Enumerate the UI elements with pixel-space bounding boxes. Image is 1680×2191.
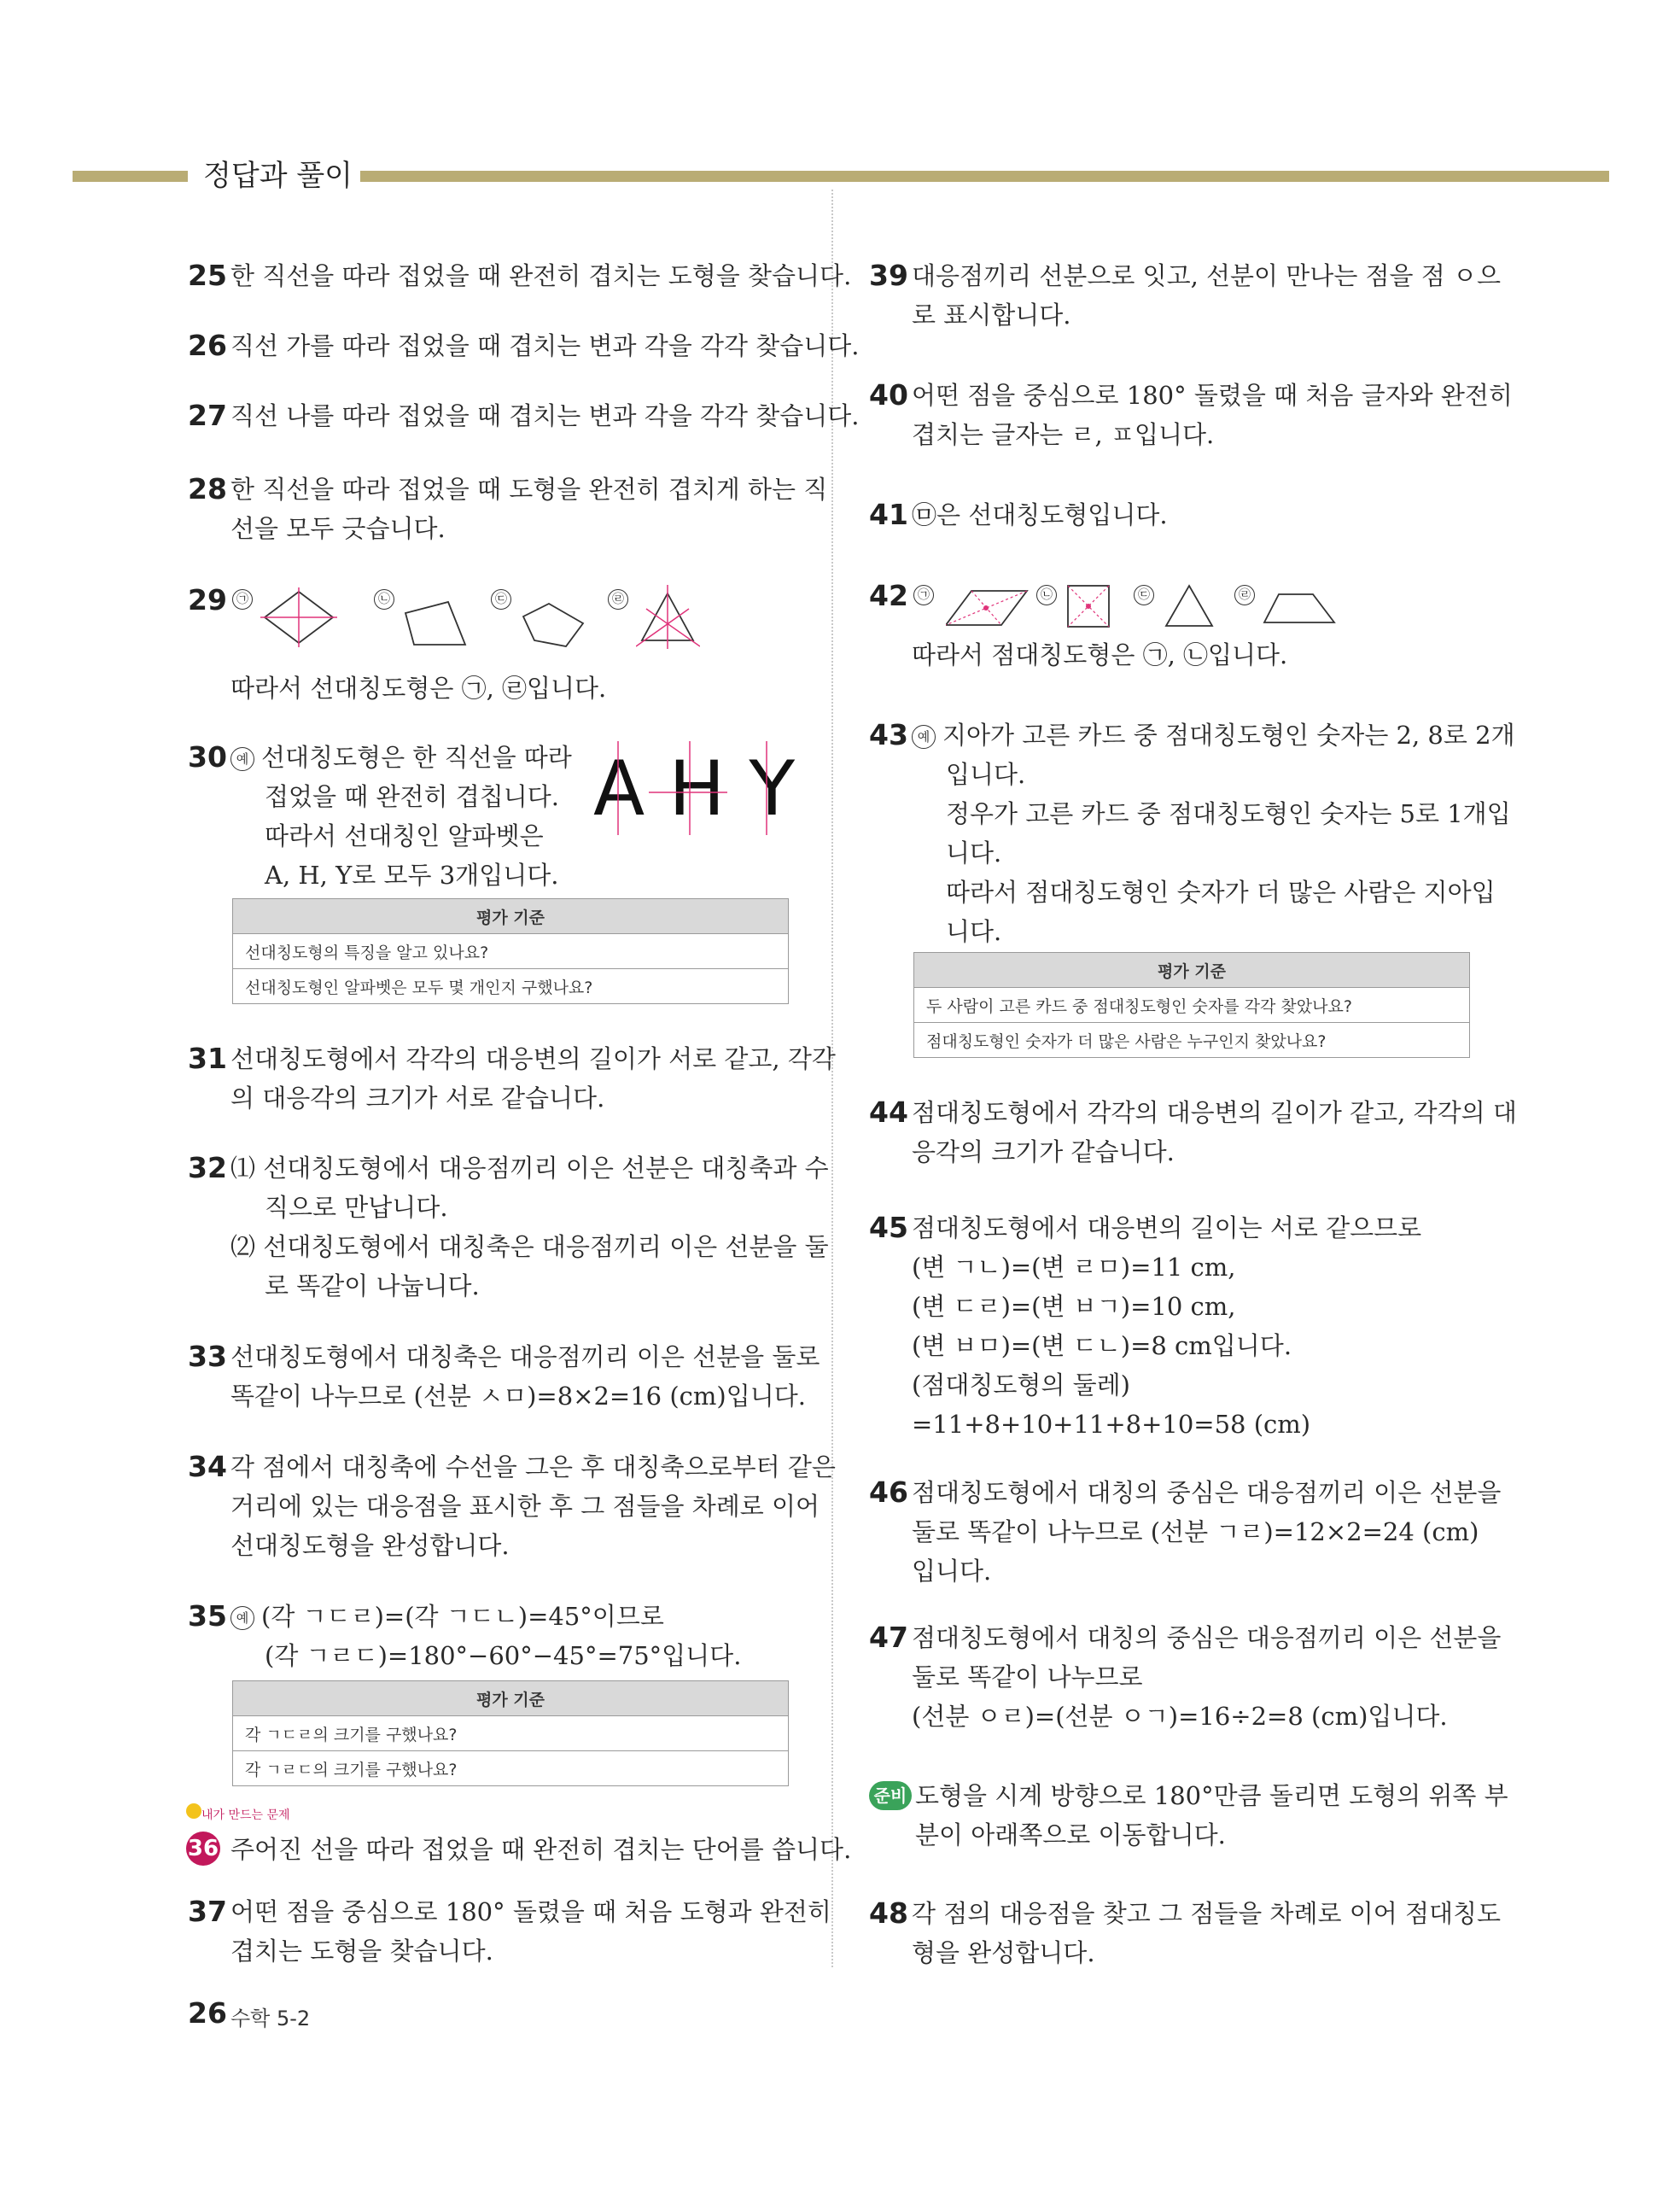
question-number: 26 <box>188 329 227 362</box>
answer-line: 둘로 똑같이 나누므로 <box>912 1662 1143 1691</box>
answer-line: 입니다. <box>912 1557 992 1586</box>
question-number: 40 <box>869 378 908 412</box>
answer-line: ⑵ 선대칭도형에서 대칭축은 대응점끼리 이은 선분을 둘 <box>230 1232 829 1261</box>
quadrilateral-figure <box>401 598 470 649</box>
question-number: 46 <box>869 1475 908 1509</box>
answer-line: 둘로 똑같이 나누므로 (선분 ㄱㄹ)=12×2=24 (cm) <box>912 1517 1479 1546</box>
question-number: 44 <box>869 1096 908 1129</box>
answer-line: 도형을 시계 방향으로 180°만큼 돌리면 도형의 위쪽 부 <box>915 1781 1508 1810</box>
answer-line: 주어진 선을 따라 접었을 때 완전히 겹치는 단어를 씁니다. <box>230 1835 852 1864</box>
answer-line: (변 ㄷㄹ)=(변 ㅂㄱ)=10 cm, <box>912 1292 1236 1321</box>
answer-line: 정우가 고른 카드 중 점대칭도형인 숫자는 5로 1개입 <box>946 799 1511 828</box>
answer-line: 선을 모두 긋습니다. <box>230 514 446 543</box>
figure-label: ㉣ <box>1234 585 1255 605</box>
pentagon-figure <box>519 599 592 651</box>
figure-label: ㉡ <box>1036 585 1057 605</box>
answer-line: 점대칭도형에서 대칭의 중심은 대응점끼리 이은 선분을 <box>912 1623 1502 1652</box>
criteria-header: 평가 기준 <box>233 1681 789 1716</box>
answer-line: 입니다. <box>946 760 1026 789</box>
question-number: 34 <box>188 1450 227 1483</box>
answer-line: 따라서 점대칭도형은 ㉠, ㉡입니다. <box>912 640 1288 669</box>
criteria-row: 점대칭도형인 숫자가 더 많은 사람은 누구인지 찾았나요? <box>914 1023 1470 1058</box>
answer-line: 점대칭도형에서 대응변의 길이는 서로 같으므로 <box>912 1213 1422 1242</box>
question-number: 47 <box>869 1621 908 1654</box>
question-number: 48 <box>869 1896 908 1930</box>
example-mark: 예 <box>912 725 936 749</box>
answer-line: 따라서 선대칭인 알파벳은 <box>265 821 544 850</box>
symmetric-letters: AHY <box>593 745 820 833</box>
answer-line: 직으로 만납니다. <box>265 1193 448 1222</box>
parallelogram-figure <box>946 587 1031 629</box>
question-number: 29 <box>188 583 227 616</box>
answer-line: ㉤은 선대칭도형입니다. <box>912 500 1168 529</box>
header-bar-left <box>73 171 188 182</box>
answer-line: 한 직선을 따라 접었을 때 도형을 완전히 겹치게 하는 직 <box>230 475 828 504</box>
question-42 <box>869 576 1471 645</box>
answer-line: A, H, Y로 모두 3개입니다. <box>265 861 559 890</box>
question-number: 32 <box>188 1151 227 1184</box>
answer-line: 한 직선을 따라 접었을 때 완전히 겹치는 도형을 찾습니다. <box>230 261 852 290</box>
answer-line: 각 점의 대응점을 찾고 그 점들을 차례로 이어 점대칭도 <box>912 1899 1502 1928</box>
question-number: 39 <box>869 259 908 292</box>
question-number: 43 <box>869 718 908 751</box>
rhombus-figure <box>260 587 337 647</box>
criteria-row: 두 사람이 고른 카드 중 점대칭도형인 숫자를 각각 찾았나요? <box>914 988 1470 1023</box>
question-number: 25 <box>188 259 227 292</box>
prep-badge: 준비 <box>869 1781 912 1810</box>
answer-line: 로 똑같이 나눕니다. <box>265 1271 480 1300</box>
answer-line: (각 ㄱㄹㄷ)=180°−60°−45°=75°입니다. <box>265 1641 742 1670</box>
triangle-figure <box>636 585 700 649</box>
answer-line: 따라서 점대칭도형인 숫자가 더 많은 사람은 지아입 <box>946 878 1496 907</box>
trapezoid-figure <box>1262 590 1339 628</box>
answer-line: (변 ㄱㄴ)=(변 ㄹㅁ)=11 cm, <box>912 1253 1236 1282</box>
question-number: 37 <box>188 1895 227 1928</box>
question-number: 31 <box>188 1042 227 1075</box>
answer-line: 따라서 선대칭도형은 ㉠, ㉣입니다. <box>230 674 607 703</box>
question-number: 35 <box>188 1599 227 1633</box>
question-29-answer <box>230 669 790 708</box>
answer-line: 의 대응각의 크기가 서로 같습니다. <box>230 1084 605 1113</box>
square-figure <box>1065 583 1112 630</box>
triangle-figure <box>1164 583 1215 630</box>
answer-line: (변 ㅂㅁ)=(변 ㄷㄴ)=8 cm입니다. <box>912 1331 1292 1360</box>
figure-label: ㉣ <box>608 589 628 610</box>
criteria-row: 각 ㄱㄷㄹ의 크기를 구했나요? <box>233 1716 789 1751</box>
answer-line: 니다. <box>946 838 1002 868</box>
answer-line: 선대칭도형을 완성합니다. <box>230 1531 510 1560</box>
answer-line: 대응점끼리 선분으로 잇고, 선분이 만나는 점을 점 ㅇ으 <box>912 261 1502 290</box>
answer-line: ⑴ 선대칭도형에서 대응점끼리 이은 선분은 대칭축과 수 <box>230 1154 829 1183</box>
answer-line: 응각의 크기가 같습니다. <box>912 1137 1175 1166</box>
header-bar-right <box>360 171 1609 182</box>
answer-line: 형을 완성합니다. <box>912 1938 1095 1967</box>
criteria-row: 선대칭도형인 알파벳은 모두 몇 개인지 구했나요? <box>233 969 789 1004</box>
letter-symmetry-axes <box>589 741 794 835</box>
answer-line: 선대칭도형에서 대칭축은 대응점끼리 이은 선분을 둘로 <box>230 1342 820 1371</box>
example-mark: 예 <box>230 747 254 771</box>
answer-line: 선대칭도형은 한 직선을 따라 <box>261 743 572 772</box>
question-number: 30 <box>188 740 227 774</box>
answer-line: 똑같이 나누므로 (선분 ㅅㅁ)=8×2=16 (cm)입니다. <box>230 1382 806 1411</box>
question-number: 28 <box>188 472 227 505</box>
answer-line: 겹치는 도형을 찾습니다. <box>230 1937 493 1966</box>
answer-line: 니다. <box>946 917 1002 946</box>
answer-line: 접었을 때 완전히 겹칩니다. <box>265 782 560 811</box>
answer-line: 겹치는 글자는 ㄹ, ㅍ입니다. <box>912 420 1215 449</box>
criteria-header: 평가 기준 <box>914 953 1470 988</box>
question-36 <box>230 1830 852 1869</box>
figure-label: ㉢ <box>1134 585 1154 605</box>
figure-label: ㉢ <box>491 589 511 610</box>
answer-line: 어떤 점을 중심으로 180° 돌렸을 때 처음 도형과 완전히 <box>230 1897 831 1926</box>
answer-line: 점대칭도형에서 대칭의 중심은 대응점끼리 이은 선분을 <box>912 1478 1502 1507</box>
figure-label: ㉠ <box>232 589 253 610</box>
book-title: 수학 5-2 <box>230 2007 311 2030</box>
question-number: 45 <box>869 1211 908 1244</box>
answer-line: 직선 나를 따라 접었을 때 겹치는 변과 각을 각각 찾습니다. <box>230 401 860 430</box>
figure-label: ㉠ <box>913 585 934 605</box>
example-mark: 예 <box>230 1606 254 1630</box>
criteria-table-43 <box>913 952 1470 1058</box>
figure-label: ㉡ <box>374 589 394 610</box>
page-number: 26 <box>188 1996 227 2030</box>
answer-line: 로 표시합니다. <box>912 301 1071 330</box>
criteria-table-30 <box>232 898 789 1004</box>
column-divider <box>831 190 833 1967</box>
prep-note <box>915 1776 1508 1855</box>
answer-line: =11+8+10+11+8+10=58 (cm) <box>912 1410 1311 1439</box>
question-42-answer <box>912 635 1471 675</box>
answer-line: 선대칭도형에서 각각의 대응변의 길이가 서로 같고, 각각 <box>230 1044 836 1073</box>
page-header-title: 정답과 풀이 <box>203 159 353 193</box>
criteria-table-35 <box>232 1680 789 1786</box>
answer-line: 각 점에서 대칭축에 수선을 그은 후 대칭축으로부터 같은 <box>230 1452 836 1481</box>
answer-line: (각 ㄱㄷㄹ)=(각 ㄱㄷㄴ)=45°이므로 <box>261 1602 664 1631</box>
my-problem-tag: 내가 만드는 문제 <box>201 1808 290 1822</box>
question-number: 33 <box>188 1340 227 1373</box>
question-number-badge: 36 <box>186 1832 220 1866</box>
question-number: 42 <box>869 579 908 612</box>
answer-line: (점대칭도형의 둘레) <box>912 1370 1130 1399</box>
smile-icon <box>186 1803 201 1819</box>
answer-line: 점대칭도형에서 각각의 대응변의 길이가 같고, 각각의 대 <box>912 1098 1517 1127</box>
criteria-row: 각 ㄱㄹㄷ의 크기를 구했나요? <box>233 1751 789 1786</box>
answer-line: 지아가 고른 카드 중 점대칭도형인 숫자는 2, 8로 2개 <box>942 721 1515 750</box>
answer-line: 거리에 있는 대응점을 표시한 후 그 점들을 차례로 이어 <box>230 1492 820 1521</box>
answer-line: 어떤 점을 중심으로 180° 돌렸을 때 처음 글자와 완전히 <box>912 381 1513 410</box>
answer-line: 직선 가를 따라 접었을 때 겹치는 변과 각을 각각 찾습니다. <box>230 331 860 360</box>
question-number: 27 <box>188 399 227 432</box>
criteria-row: 선대칭도형의 특징을 알고 있나요? <box>233 934 789 969</box>
answer-line: (선분 ㅇㄹ)=(선분 ㅇㄱ)=16÷2=8 (cm)입니다. <box>912 1702 1448 1731</box>
criteria-header: 평가 기준 <box>233 899 789 934</box>
answer-line: 분이 아래쪽으로 이동합니다. <box>915 1820 1226 1849</box>
question-number: 41 <box>869 498 908 531</box>
